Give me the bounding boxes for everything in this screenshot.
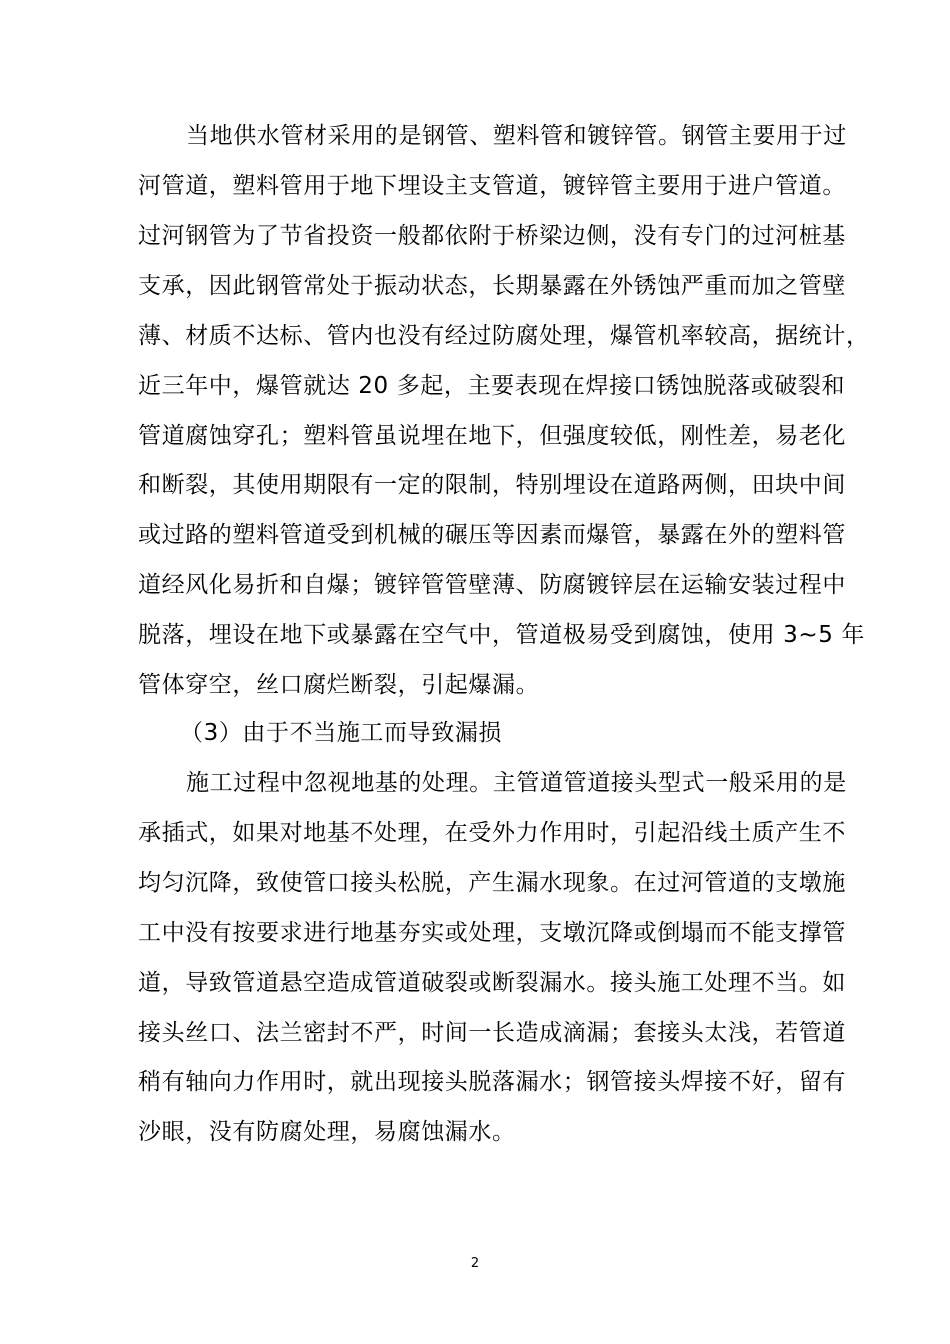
paragraph-1-line-12: 管体穿空，丝口腐烂断裂，引起爆漏。 (138, 672, 540, 698)
paragraph-1-line-2: 河管道，塑料管用于地下埋设主支管道，镀锌管主要用于进户管道。 (138, 173, 846, 199)
paragraph-1-line-5: 薄、材质不达标、管内也没有经过防腐处理，爆管机率较高，据统计， (138, 323, 870, 349)
paragraph-2-line-5: 道，导致管道悬空造成管道破裂或断裂漏水。接头施工处理不当。如 (138, 970, 846, 996)
paragraph-1-line-10: 道经风化易折和自爆；镀锌管管壁薄、防腐镀锌层在运输安装过程中 (138, 572, 846, 598)
paragraph-1-line-7: 管道腐蚀穿孔；塑料管虽说埋在地下，但强度较低，刚性差，易老化 (138, 423, 846, 449)
paragraph-1-line-6: 近三年中，爆管就达 20 多起，主要表现在焊接口锈蚀脱落或破裂和 (138, 373, 846, 399)
paragraph-2-line-2: 承插式，如果对地基不处理，在受外力作用时，引起沿线土质产生不 (138, 820, 846, 846)
paragraph-1-line-3: 过河钢管为了节省投资一般都依附于桥梁边侧，没有专门的过河桩基 (138, 223, 846, 249)
paragraph-1-line-9: 或过路的塑料管道受到机械的碾压等因素而爆管，暴露在外的塑料管 (138, 522, 846, 548)
paragraph-2-line-7: 稍有轴向力作用时，就出现接头脱落漏水；钢管接头焊接不好，留有 (138, 1069, 846, 1095)
paragraph-1-line-4: 支承，因此钢管常处于振动状态，长期暴露在外锈蚀严重而加之管壁 (138, 273, 846, 299)
paragraph-1-line-11: 脱落，埋设在地下或暴露在空气中，管道极易受到腐蚀，使用 3~5 年 (138, 622, 865, 648)
page-number: 2 (470, 1256, 480, 1271)
paragraph-2-line-3: 均匀沉降，致使管口接头松脱，产生漏水现象。在过河管道的支墩施 (138, 870, 846, 896)
paragraph-1-line-1: 当地供水管材采用的是钢管、塑料管和镀锌管。钢管主要用于过 (186, 123, 847, 149)
paragraph-1-line-8: 和断裂，其使用期限有一定的限制，特别埋设在道路两侧，田块中间 (138, 472, 846, 498)
paragraph-2-line-6: 接头丝口、法兰密封不严，时间一长造成滴漏；套接头太浅，若管道 (138, 1020, 846, 1046)
paragraph-2-line-4: 工中没有按要求进行地基夯实或处理，支墩沉降或倒塌而不能支撑管 (138, 920, 846, 946)
paragraph-2-line-8: 沙眼，没有防腐处理，易腐蚀漏水。 (138, 1119, 516, 1145)
section-heading: （3）由于不当施工而导致漏损 (180, 720, 503, 746)
paragraph-2-line-1: 施工过程中忽视地基的处理。主管道管道接头型式一般采用的是 (186, 770, 847, 796)
